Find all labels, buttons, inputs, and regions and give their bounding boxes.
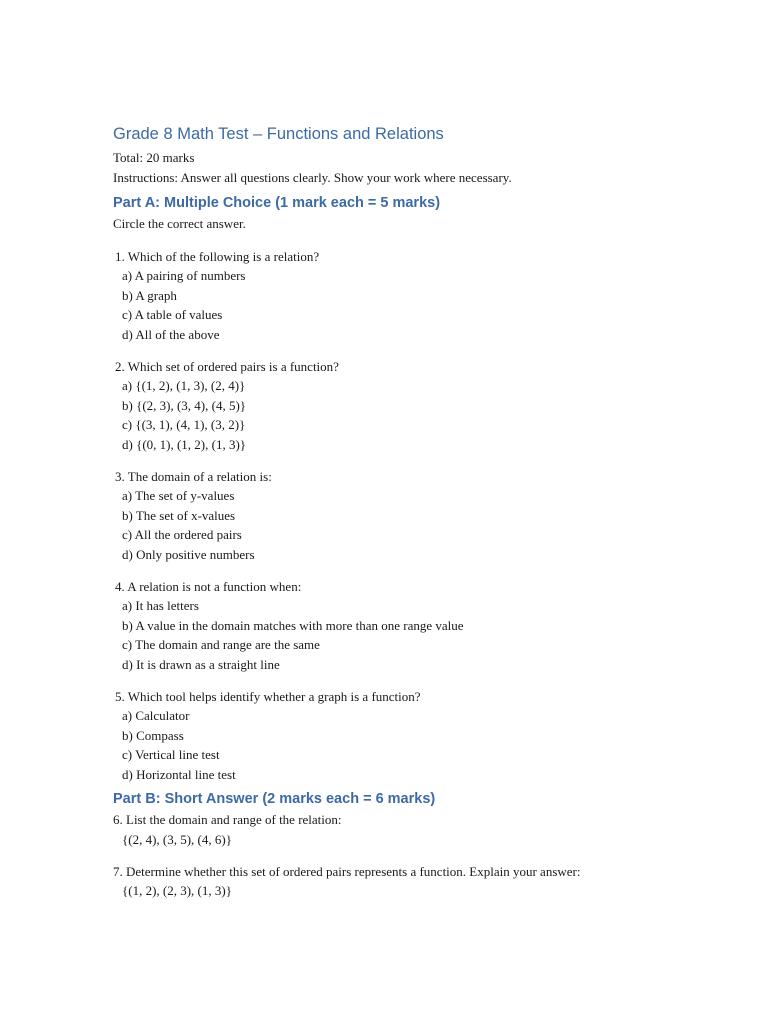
question-stem: 3. The domain of a relation is: <box>115 468 272 484</box>
answer-option-b: b) Compass <box>122 727 184 743</box>
test-document <box>113 122 733 913</box>
answer-option-a: a) It has letters <box>122 598 199 613</box>
answer-option-d: d) Horizontal line test <box>122 766 236 782</box>
question-6 <box>113 810 733 849</box>
question-stem: 4. A relation is not a function when: <box>115 578 302 594</box>
part-b-heading: Part B: Short Answer (2 marks each = 6 marks) <box>113 791 436 807</box>
answer-option-c: c) {(3, 1), (4, 1), (3, 2)} <box>122 417 246 432</box>
answer-option-c: c) All the ordered pairs <box>122 527 242 542</box>
question-4 <box>113 577 733 675</box>
question-7 <box>113 862 733 901</box>
question-2 <box>113 357 733 455</box>
question-stem: 2. Which set of ordered pairs is a function? <box>115 358 339 374</box>
answer-option-a: a) Calculator <box>122 708 190 723</box>
answer-option-a: a) A pairing of numbers <box>122 268 246 283</box>
question-3 <box>113 467 733 565</box>
answer-option-b: b) {(2, 3), (3, 4), (4, 5)} <box>122 397 247 413</box>
answer-option-a: a) {(1, 2), (1, 3), (2, 4)} <box>122 378 246 393</box>
answer-option-d: d) {(0, 1), (1, 2), (1, 3)} <box>122 436 247 452</box>
question-stem: 1. Which of the following is a relation? <box>115 248 320 264</box>
answer-option-d: d) It is drawn as a straight line <box>122 656 280 672</box>
answer-option-a: a) The set of y-values <box>122 488 235 503</box>
answer-option-c: c) Vertical line test <box>122 747 220 762</box>
document-title: Grade 8 Math Test – Functions and Relations <box>113 125 444 143</box>
ordered-pairs: {(2, 4), (3, 5), (4, 6)} <box>122 831 232 847</box>
answer-option-d: d) Only positive numbers <box>122 546 255 562</box>
question-stem: 5. Which tool helps identify whether a graph is a function? <box>115 688 421 704</box>
question-5 <box>113 687 733 785</box>
question-1 <box>113 247 733 345</box>
answer-option-c: c) A table of values <box>122 307 223 322</box>
answer-option-c: c) The domain and range are the same <box>122 637 320 652</box>
answer-option-d: d) All of the above <box>122 326 220 342</box>
total-marks: Total: 20 marks <box>113 150 195 165</box>
instructions: Instructions: Answer all questions clearly. Show your work where necessary. <box>113 169 512 185</box>
answer-option-b: b) A value in the domain matches with more than one range value <box>122 617 464 633</box>
part-a-heading: Part A: Multiple Choice (1 mark each = 5 marks) <box>113 195 441 211</box>
answer-option-b: b) The set of x-values <box>122 507 236 523</box>
ordered-pairs: {(1, 2), (2, 3), (1, 3)} <box>122 883 232 898</box>
answer-option-b: b) A graph <box>122 287 177 303</box>
question-stem: 7. Determine whether this set of ordered pairs represents a function. Explain your answer: <box>113 863 581 879</box>
part-a-instruction: Circle the correct answer. <box>113 216 246 231</box>
question-stem: 6. List the domain and range of the relation: <box>113 812 342 827</box>
